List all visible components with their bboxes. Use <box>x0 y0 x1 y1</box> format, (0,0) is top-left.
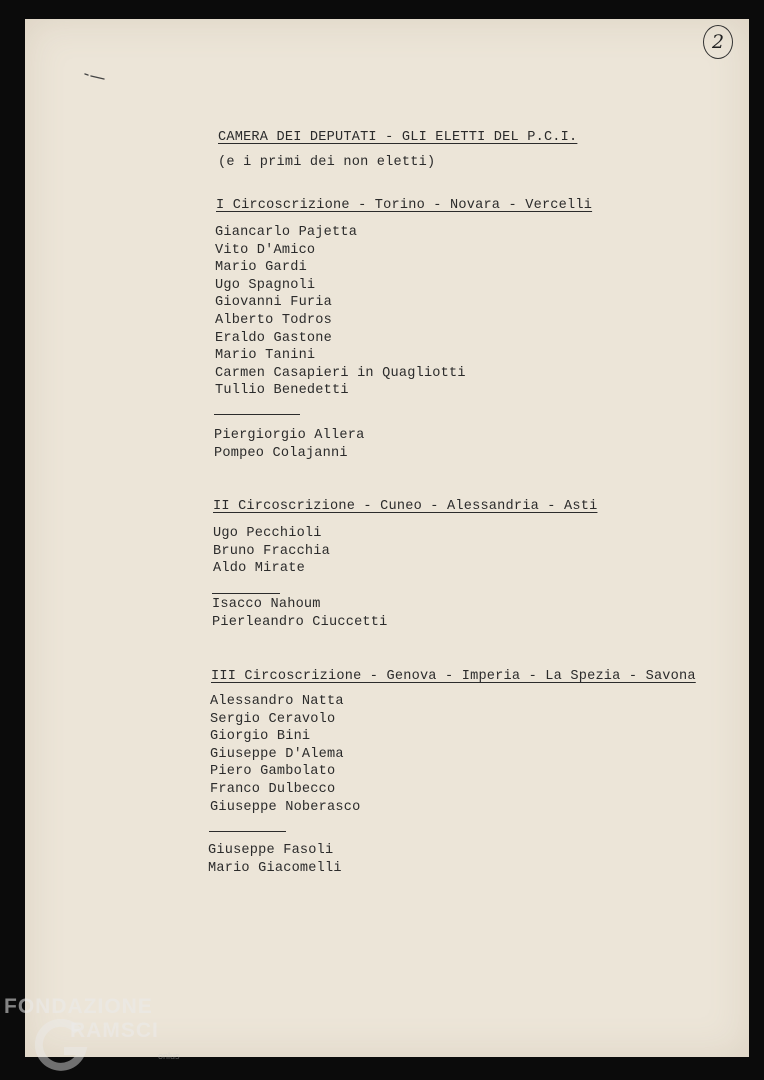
watermark-logo <box>4 995 194 1075</box>
candidate-name: Vito D'Amico <box>215 242 316 258</box>
watermark-line3: onlus <box>158 1051 180 1061</box>
candidate-name: Mario Gardi <box>215 260 307 276</box>
pencil-mark-icon <box>84 72 106 80</box>
candidate-name: Ugo Spagnoli <box>215 277 316 293</box>
not-elected-list <box>214 427 364 462</box>
document-title: CAMERA DEI DEPUTATI - GLI ELETTI DEL P.C.I. <box>218 130 578 145</box>
not-elected-list <box>212 596 388 631</box>
candidate-name: Giuseppe Noberasco <box>210 799 361 815</box>
elected-list <box>215 224 466 400</box>
candidate-name: Tullio Benedetti <box>215 383 349 399</box>
candidate-name: Isacco Nahoum <box>212 597 321 612</box>
candidate-name: Franco Dulbecco <box>210 781 336 797</box>
candidate-name: Pierleandro Ciuccetti <box>212 614 388 630</box>
candidate-name: Aldo Mirate <box>213 561 305 577</box>
candidate-name: Piergiorgio Allera <box>214 428 365 443</box>
candidate-name: Pompeo Colajanni <box>214 445 348 461</box>
candidate-name: Sergio Ceravolo <box>210 711 336 727</box>
candidate-name: Mario Giacomelli <box>208 860 342 876</box>
candidate-name: Carmen Casapieri in Quagliotti <box>215 365 466 381</box>
watermark-line2: RAMSCI <box>70 1019 159 1042</box>
candidate-name: Giovanni Furia <box>215 295 333 311</box>
section-heading: III Circoscrizione - Genova - Imperia - La Spezia - Savona <box>211 669 696 684</box>
candidate-name: Giuseppe D'Alema <box>210 746 344 762</box>
candidate-name: Eraldo Gastone <box>215 330 333 346</box>
candidate-name: Piero Gambolato <box>210 764 336 780</box>
separator-line <box>214 414 300 415</box>
separator-line <box>209 831 286 832</box>
watermark-line1: FONDAZIONE <box>4 995 153 1018</box>
candidate-name: Giancarlo Pajetta <box>215 225 358 240</box>
elected-list <box>213 525 330 578</box>
candidate-name: Alessandro Natta <box>210 694 344 709</box>
not-elected-list <box>208 842 342 877</box>
separator-line <box>212 593 280 594</box>
section-heading: II Circoscrizione - Cuneo - Alessandria - Asti <box>213 499 598 514</box>
elected-list <box>210 693 360 816</box>
document-subtitle: (e i primi dei non eletti) <box>218 155 436 170</box>
section-heading: I Circoscrizione - Torino - Novara - Vercelli <box>216 198 593 213</box>
candidate-name: Ugo Pecchioli <box>213 526 322 541</box>
candidate-name: Giorgio Bini <box>210 729 311 745</box>
candidate-name: Mario Tanini <box>215 348 316 364</box>
candidate-name: Alberto Todros <box>215 312 333 328</box>
candidate-name: Giuseppe Fasoli <box>208 843 334 858</box>
document-page <box>25 19 749 1057</box>
candidate-name: Bruno Fracchia <box>213 543 331 559</box>
page-number: 2 <box>703 25 733 59</box>
